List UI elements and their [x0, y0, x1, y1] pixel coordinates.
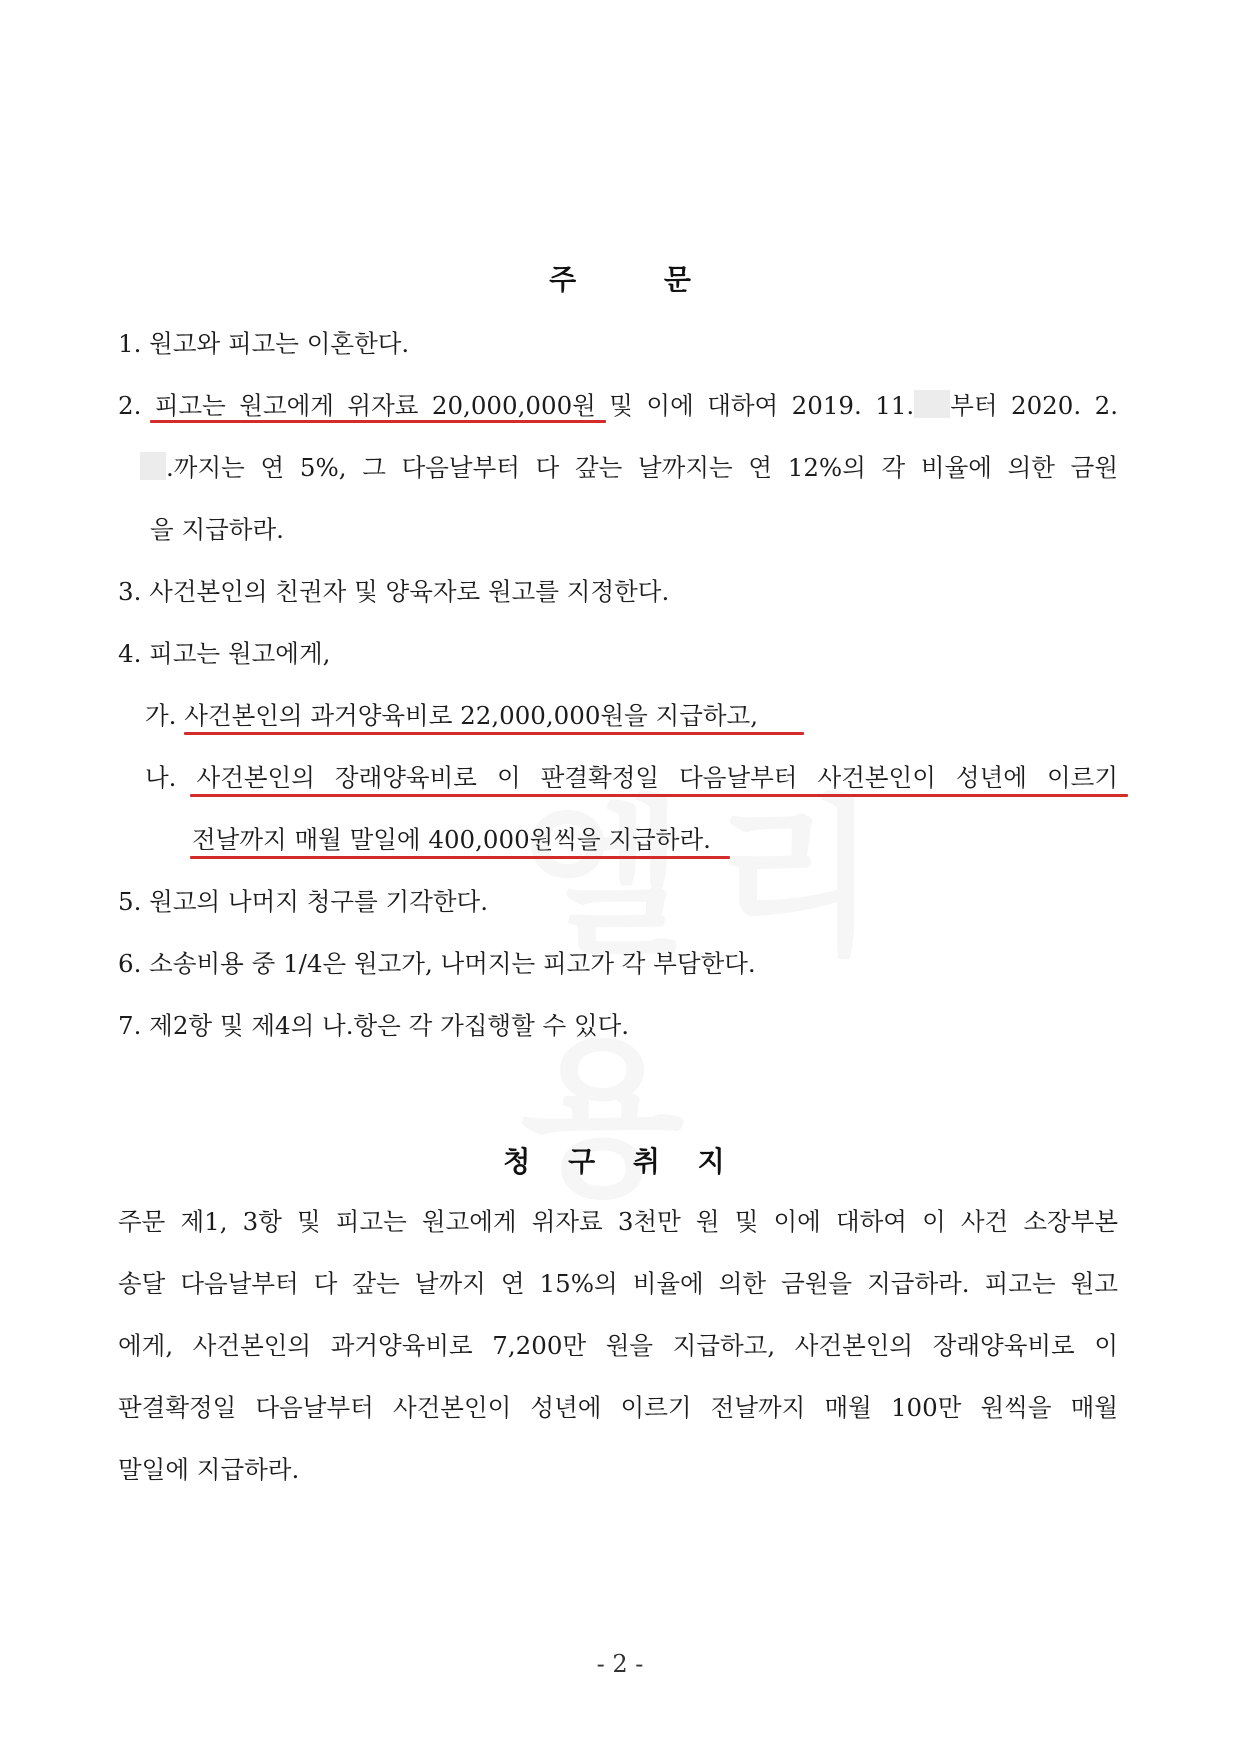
item-2-line-2-text: .까지는 연 5%, 그 다음날부터 다 갚는 날까지는 연 12%의 각 비율에 의한 금원	[166, 453, 1118, 482]
claim-line-2: 송달 다음날부터 다 갚는 날까지 연 15%의 비율에 의한 금원을 지급하라. 피고는 원고	[118, 1269, 1118, 1298]
item-4-a: 가. 사건본인의 과거양육비로 22,000,000원을 지급하고,	[145, 701, 759, 730]
redacted-block	[914, 390, 950, 418]
redacted-block	[140, 452, 166, 480]
red-underline	[150, 420, 606, 423]
item-7: 7. 제2항 및 제4의 나.항은 각 가집행할 수 있다.	[118, 1011, 630, 1040]
item-3: 3. 사건본인의 친권자 및 양육자로 원고를 지정한다.	[118, 577, 670, 606]
item-4: 4. 피고는 원고에게,	[118, 639, 331, 668]
item-2-text-a: 2. 피고는 원고에게 위자료 20,000,000원 및 이에 대하여 2019. 11.	[118, 391, 915, 420]
item-2-line-2	[140, 446, 1118, 490]
red-underline	[184, 732, 804, 735]
claim-line-3: 에게, 사건본인의 과거양육비로 7,200만 원을 지급하고, 사건본인의 장래양육비로 이	[118, 1331, 1118, 1360]
claim-line-1: 주문 제1, 3항 및 피고는 원고에게 위자료 3천만 원 및 이에 대하여 이 사건 소장부본	[118, 1207, 1118, 1236]
red-underline	[190, 794, 1128, 797]
item-2-line-3: 을 지급하라.	[150, 515, 284, 544]
main-title: 주 문	[549, 263, 691, 296]
page-number: - 2 -	[596, 1650, 644, 1678]
item-4-b-line-1: 나. 사건본인의 장래양육비로 이 판결확정일 다음날부터 사건본인이 성년에 이르기	[145, 763, 1118, 792]
claim-line-5: 말일에 지급하라.	[118, 1455, 300, 1484]
item-1: 1. 원고와 피고는 이혼한다.	[118, 329, 410, 358]
item-2-text-b: 부터 2020. 2.	[950, 391, 1118, 420]
claim-line-4: 판결확정일 다음날부터 사건본인이 성년에 이르기 전날까지 매월 100만 원씩을 매월	[118, 1393, 1118, 1422]
red-underline	[190, 856, 730, 859]
item-5: 5. 원고의 나머지 청구를 기각한다.	[118, 887, 488, 916]
claim-title: 청 구 취 지	[503, 1145, 737, 1178]
item-6: 6. 소송비용 중 1/4은 원고가, 나머지는 피고가 각 부담한다.	[118, 949, 756, 978]
item-4-b-line-2: 전날까지 매월 말일에 400,000원씩을 지급하라.	[192, 825, 711, 854]
